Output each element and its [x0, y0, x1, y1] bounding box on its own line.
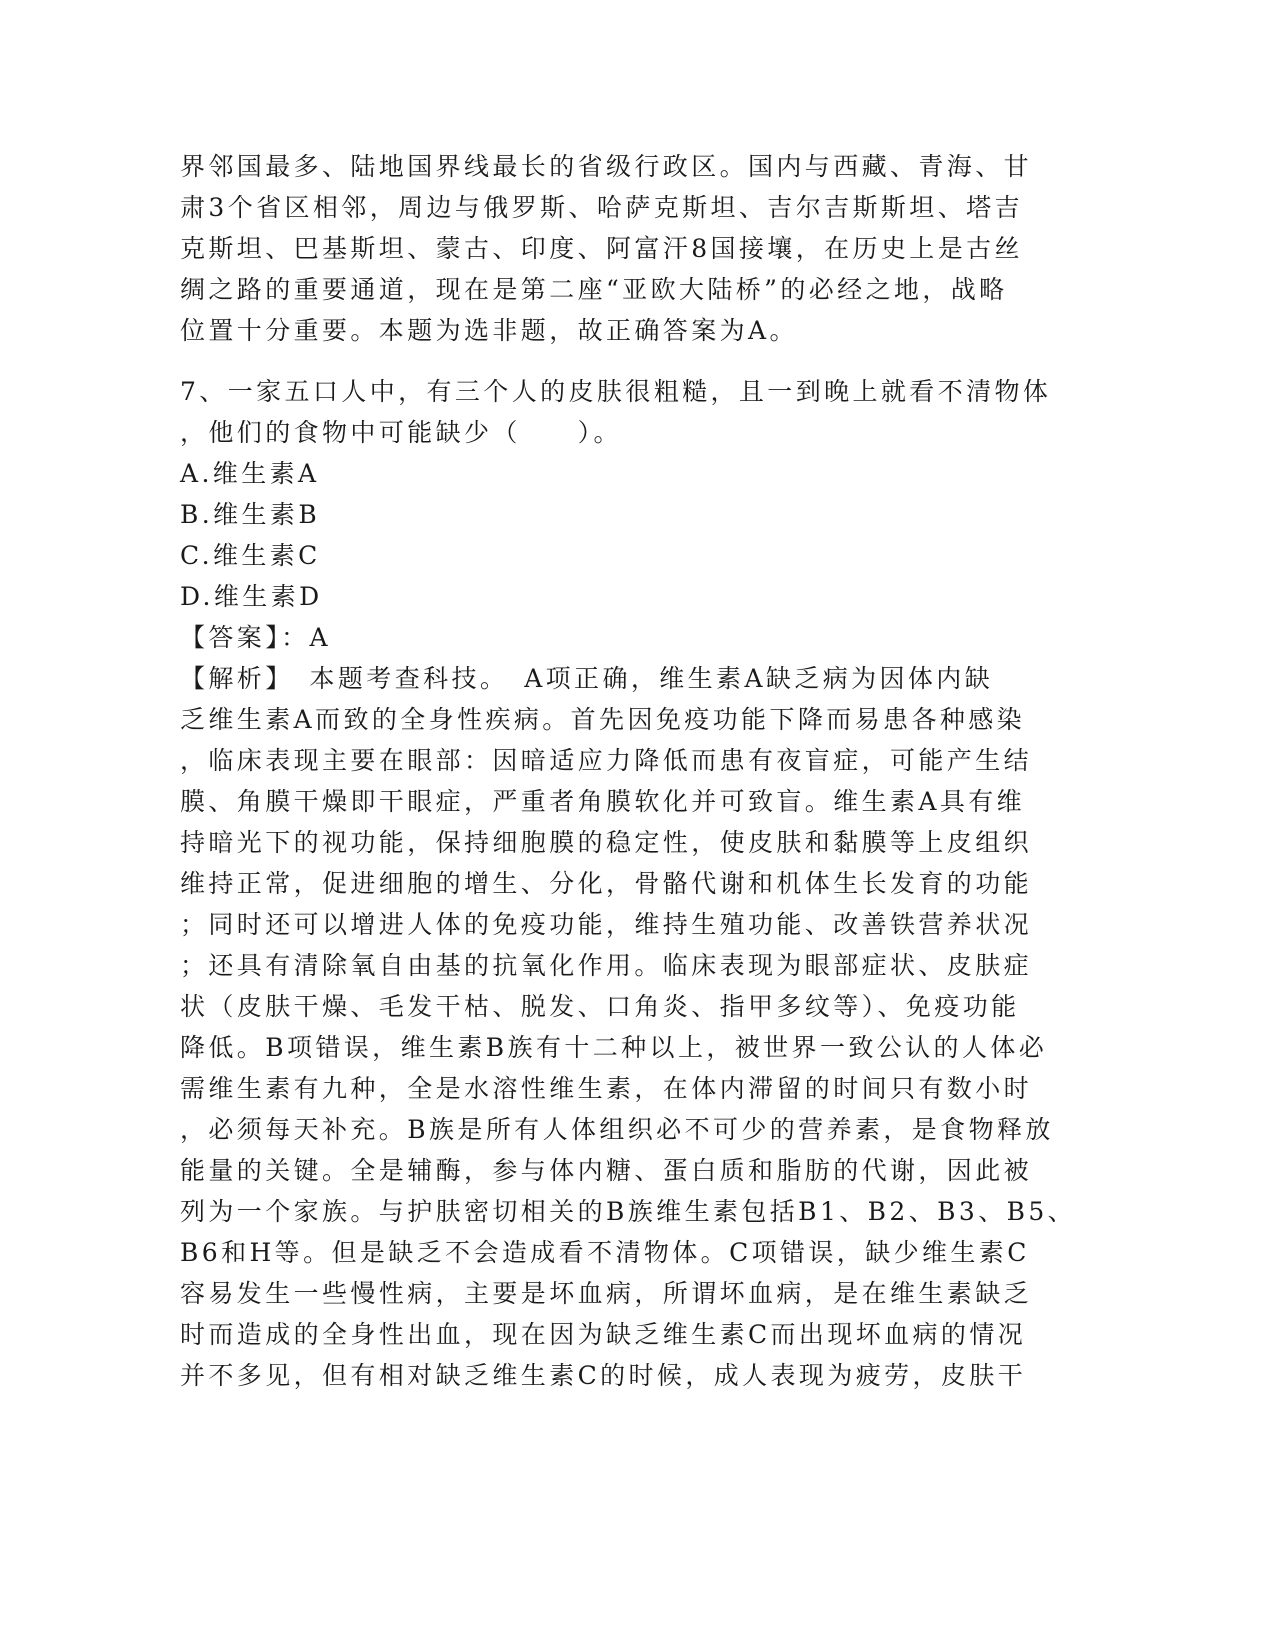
analysis-line: 状（皮肤干燥、毛发干枯、脱发、口角炎、指甲多纹等）、免疫功能: [180, 992, 1020, 1021]
paragraph-gap: [180, 351, 1060, 371]
analysis-line: 持暗光下的视功能，保持细胞膜的稳定性，使皮肤和黏膜等上皮组织: [180, 828, 1033, 857]
text-line: 界邻国最多、陆地国界线最长的省级行政区。国内与西藏、青海、甘: [180, 152, 1033, 181]
analysis-line: 【解析】 本题考查科技。 A项正确，维生素A缺乏病为因体内缺: [180, 664, 994, 693]
analysis-line: ；还具有清除氧自由基的抗氧化作用。临床表现为眼部症状、皮肤症: [180, 951, 1033, 980]
analysis-line: 能量的关键。全是辅酶，参与体内糖、蛋白质和脂肪的代谢，因此被: [180, 1156, 1033, 1185]
analysis-line: ；同时还可以增进人体的免疫功能，维持生殖功能、改善铁营养状况: [180, 910, 1033, 939]
answer-line: 【答案】：A: [180, 623, 331, 652]
option-b: B.维生素B: [180, 500, 321, 529]
analysis-line: B6和H等。但是缺乏不会造成看不清物体。C项错误，缺少维生素C: [180, 1238, 1030, 1267]
analysis-line: 时而造成的全身性出血，现在因为缺乏维生素C而出现坏血病的情况: [180, 1320, 1027, 1349]
question-7: [180, 371, 1077, 1396]
text-line: 肃3个省区相邻，周边与俄罗斯、哈萨克斯坦、吉尔吉斯斯坦、塔吉: [180, 193, 1023, 222]
question-stem-line: 7、一家五口人中，有三个人的皮肤很粗糙，且一到晚上就看不清物体: [180, 377, 1052, 406]
analysis-line: 容易发生一些慢性病，主要是坏血病，所谓坏血病，是在维生素缺乏: [180, 1279, 1033, 1308]
analysis-line: 维持正常，促进细胞的增生、分化，骨骼代谢和机体生长发育的功能: [180, 869, 1033, 898]
option-c: C.维生素C: [180, 541, 321, 570]
analysis-line: ，临床表现主要在眼部：因暗适应力降低而患有夜盲症，可能产生结: [180, 746, 1033, 775]
analysis-line: ，必须每天补充。B族是所有人体组织必不可少的营养素，是食物释放: [180, 1115, 1054, 1144]
document-page: [180, 146, 1077, 1396]
analysis-line: 并不多见，但有相对缺乏维生素C的时候，成人表现为疲劳，皮肤干: [180, 1361, 1027, 1390]
question-stem-line: ，他们的食物中可能缺少（ ）。: [180, 418, 622, 447]
option-a: A.维生素A: [180, 459, 320, 488]
text-line: 绸之路的重要通道，现在是第二座“亚欧大陆桥”的必经之地，战略: [180, 275, 1008, 304]
analysis-line: 列为一个家族。与护肤密切相关的B族维生素包括B1、B2、B3、B5、: [180, 1197, 1077, 1226]
analysis-line: 乏维生素A而致的全身性疾病。首先因免疫功能下降而易患各种感染: [180, 705, 1026, 734]
analysis-line: 需维生素有九种，全是水溶性维生素，在体内滞留的时间只有数小时: [180, 1074, 1033, 1103]
text-line: 克斯坦、巴基斯坦、蒙古、印度、阿富汗8国接壤，在历史上是古丝: [180, 234, 1023, 263]
previous-analysis-continuation: [180, 146, 1060, 351]
options-list: [180, 453, 1060, 617]
analysis-line: 降低。B项错误，维生素B族有十二种以上，被世界一致公认的人体必: [180, 1033, 1048, 1062]
text-line: 位置十分重要。本题为选非题，故正确答案为A。: [180, 316, 798, 345]
analysis-line: 膜、角膜干燥即干眼症，严重者角膜软化并可致盲。维生素A具有维: [180, 787, 1026, 816]
analysis: [180, 658, 1077, 1396]
option-d: D.维生素D: [180, 582, 323, 611]
question-stem: [180, 371, 1060, 453]
